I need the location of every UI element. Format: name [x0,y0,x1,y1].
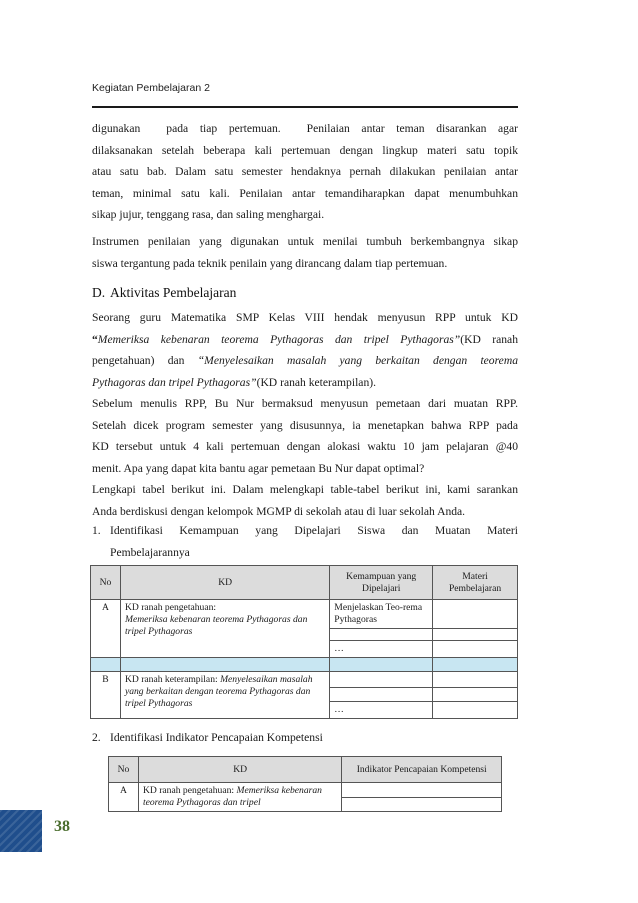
section-heading [92,285,236,301]
material-cell [433,688,518,702]
column-header: Kemampuan yang Dipelajari [330,566,433,600]
table-header-row [109,757,502,783]
text-line: sikap jujur, tenggang rasa, dan saling menghargai. [92,208,325,221]
running-header: Kegiatan Pembelajaran 2 [92,82,210,94]
material-cell [433,702,518,719]
ability-cell: … [330,641,433,658]
column-header: No [109,757,139,783]
row-number: A [91,600,121,658]
column-header: Materi Pembelajaran [433,566,518,600]
activity-paragraph [92,307,518,522]
indicator-table [108,756,502,812]
ability-cell: … [330,702,433,719]
kd-cell: KD ranah keterampilan: Menyelesaikan masalah yang berkaitan dengan teorema Pythagoras dan tripel Pythagoras [120,672,329,719]
material-cell [433,629,518,641]
section-title: Aktivitas Pembelajaran [110,285,237,300]
kd-cell: KD ranah pengetahuan: Memeriksa kebenaran teorema Pythagoras dan tripel Pythagoras [120,600,329,658]
text-line: KD tersebut untuk 4 kali pertemuan dengan alokasi waktu 10 jam pelajaran @40 [92,440,518,453]
table-row [91,600,518,629]
ability-cell: Menjelaskan Teo-rema Pythagoras [330,600,433,629]
list-item-title: Identifikasi Indikator Pencapaian Kompetensi [110,731,323,744]
indicator-cell [342,783,502,798]
intro-paragraph-2 [92,231,518,274]
section-letter: D. [92,285,106,300]
column-header: Indikator Pencapaian Kompetensi [342,757,502,783]
page-corner-accent [0,810,42,852]
text-line: pengetahuan) dan “Menyelesaikan masalah yang berkaitan dengan teorema [92,354,518,367]
list-number: 1. [92,524,101,537]
text-line: dilaksanakan setelah beberapa kali pertemuan dengan lingkup materi satu topik [92,143,518,157]
table-row [109,783,502,798]
material-cell [433,641,518,658]
row-number: B [91,672,121,719]
text-line: Seorang guru Matematika SMP Kelas VIII hendak menyusun RPP untuk KD [92,311,518,324]
page-number: 38 [54,818,70,835]
header-divider [92,106,518,108]
text-line: Setelah dicek program semester yang disusunnya, ia menetapkan bahwa RPP pada [92,418,518,432]
table-header-row [91,566,518,600]
competency-material-table [90,565,518,719]
text-line: Instrumen penilaian yang digunakan untuk menilai tumbuh berkembangnya sikap [92,235,518,248]
text-line: Sebelum menulis RPP, Bu Nur bermaksud menyusun pemetaan dari muatan RPP. [92,397,518,410]
text-line: atau satu bab. Dalam satu semester hendaknya pernah dilakukan penilaian antar [92,165,518,178]
text-line: Lengkapi tabel berikut ini. Dalam melengkapi table-tabel berikut ini, kami sarankan [92,483,518,496]
text-line: digunakan pada tiap pertemuan. Penilaian antar teman disarankan agar [92,122,518,135]
text-line: menit. Apa yang dapat kita bantu agar pemetaan Bu Nur dapat optimal? [92,461,425,475]
table-row [91,672,518,688]
text-line: siswa tergantung pada teknik penilain yang dirancang dalam tiap pertemuan. [92,256,448,270]
text-line: Identifikasi Kemampuan yang Dipelajari Siswa dan Muatan Materi [110,524,518,537]
text-line: Anda berdiskusi dengan kelompok MGMP di sekolah atau di luar sekolah Anda. [92,504,466,518]
material-cell [433,672,518,688]
text-line: teman, minimal satu kali. Penilaian antar temandiharapkan dapat menumbuhkan [92,186,518,200]
ability-cell [330,672,433,688]
text-line: “Memeriksa kebenaran teorema Pythagoras dan tripel Pythagoras”(KD ranah [92,332,518,346]
material-cell [433,600,518,629]
indicator-cell [342,797,502,812]
column-header: No [91,566,121,600]
column-header: KD [120,566,329,600]
intro-paragraph-1 [92,118,518,226]
table-separator-row [91,658,518,672]
text-line: Pythagoras dan tripel Pythagoras”(KD ranah keterampilan). [92,375,377,389]
row-number: A [109,783,139,812]
column-header: KD [138,757,341,783]
ability-cell [330,688,433,702]
ability-cell [330,629,433,641]
list-number: 2. [92,731,101,744]
text-line: Pembelajarannya [110,545,190,559]
kd-cell: KD ranah pengetahuan: Memeriksa kebenaran teorema Pythagoras dan tripel [138,783,341,812]
